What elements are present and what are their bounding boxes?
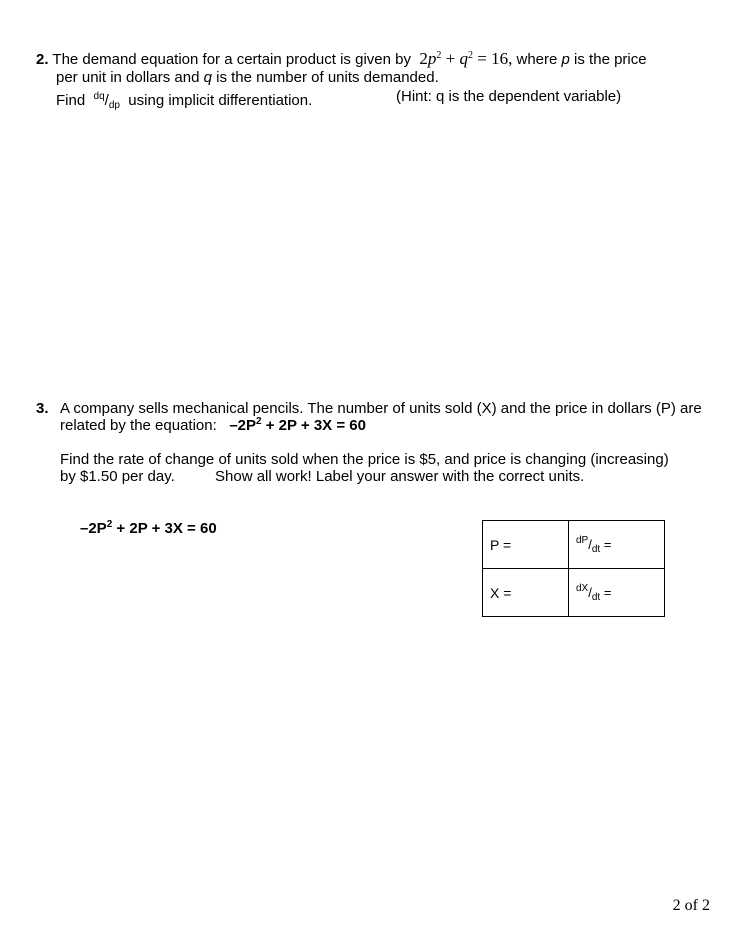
- page-number: 2 of 2: [672, 897, 710, 914]
- given-values-table: [482, 520, 665, 617]
- problem-3-number: 3.: [36, 400, 49, 417]
- problem-3-line-4a: by $1.50 per day.: [60, 468, 175, 485]
- problem-2-line-2: per unit in dollars and q is the number of units demanded.: [56, 69, 439, 86]
- problem-2-line-3: Find $^{dq}/_{dp}$ using implicit differentiation.: [56, 91, 313, 111]
- demand-equation: $2p^2 + q^2 = 16$,: [419, 49, 513, 68]
- work-equation: $-2P^2 + 2P + 3X = 60$: [80, 519, 217, 537]
- dq-dp-derivative: $^{dq}/_{dp}$: [93, 91, 120, 111]
- p-cell: P =: [483, 521, 569, 569]
- table-row: [483, 521, 665, 569]
- problem-2-hint: (Hint: q is the dependent variable): [396, 88, 622, 105]
- problem-2-line-1: 2. The demand equation for a certain product is given by $2p^2 + q^2 = 16$, where p is the price: [36, 49, 647, 68]
- problem-3-line-4b: Show all work! Label your answer with the correct units.: [215, 468, 585, 485]
- problem-3-line-1: A company sells mechanical pencils. The number of units sold (X) and the price in dollars (P) are: [60, 400, 702, 417]
- dp-dt-cell: $^{dP}/_{dt}$ =: [569, 521, 665, 569]
- x-cell: X =: [483, 569, 569, 617]
- table-row: [483, 569, 665, 617]
- problem-2-text-a: The demand equation for a certain product is given by: [52, 51, 411, 68]
- problem-3-line-3: Find the rate of change of units sold when the price is $5, and price is changing (increasing): [60, 451, 669, 468]
- dx-dt-cell: $^{dX}/_{dt}$ =: [569, 569, 665, 617]
- problem-3-equation: $-2P^2 + 2P + 3X = 60$: [229, 416, 366, 434]
- problem-3-line-2: related by the equation: $-2P^2 + 2P + 3X = 60$: [60, 416, 366, 434]
- problem-2-number: 2.: [36, 51, 49, 68]
